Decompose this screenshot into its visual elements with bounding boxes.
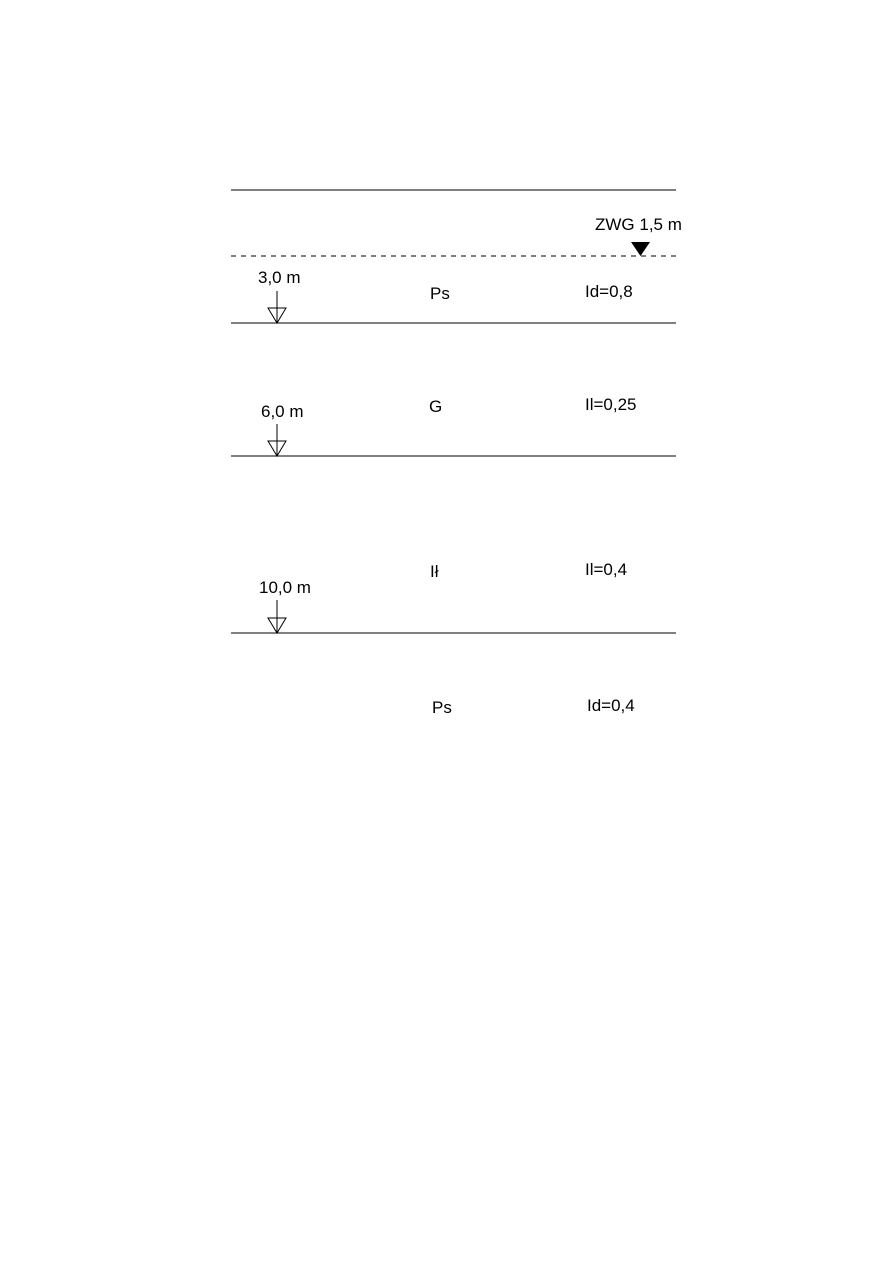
layer-1-depth-marker-icon [268,291,286,323]
layer-2-depth-marker-icon [268,424,286,456]
layer-2-depth-label: 6,0 m [261,402,304,421]
water-table-marker-icon [631,242,650,256]
layer-1-parameter-label: Id=0,8 [585,282,633,301]
layer-2-parameter-label: Il=0,25 [585,395,637,414]
layer-3-soil-label: Ił [430,562,439,581]
layer-4-parameter-label: Id=0,4 [587,696,635,715]
layer-3-depth-label: 10,0 m [259,578,311,597]
layer-3-depth-marker-icon [268,600,286,633]
layer-4-soil-label: Ps [432,698,452,717]
layer-1-soil-label: Ps [430,284,450,303]
layer-3-parameter-label: Il=0,4 [585,560,628,579]
layer-2-soil-label: G [429,397,443,416]
layer-1-depth-label: 3,0 m [258,268,301,287]
water-table-label: ZWG 1,5 m [595,215,682,234]
